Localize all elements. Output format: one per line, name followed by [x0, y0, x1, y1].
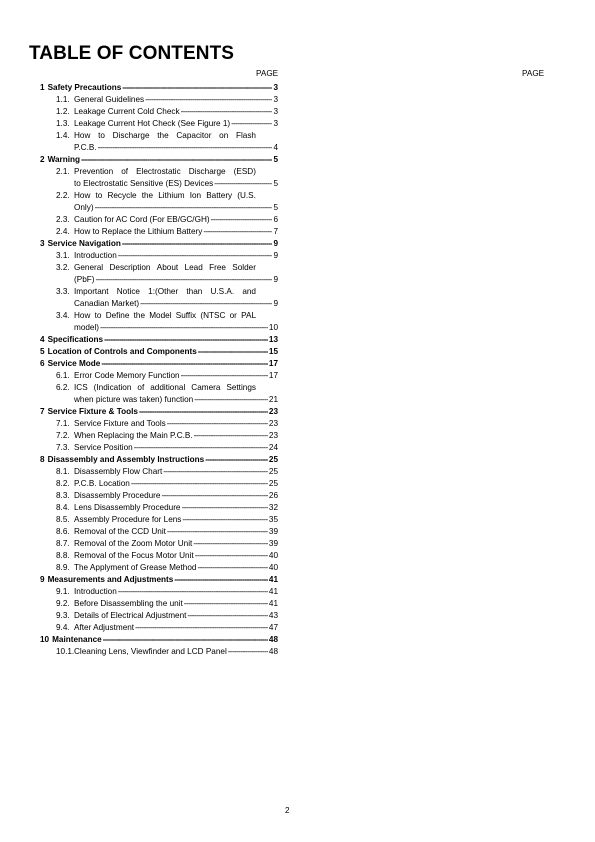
toc-page: 43: [268, 611, 278, 620]
toc-number: 8.5.: [56, 515, 70, 524]
toc-label-word: to: [94, 311, 102, 320]
dot-leader: [187, 610, 267, 622]
toc-page: 3: [273, 95, 278, 104]
toc-page: 15: [268, 347, 278, 356]
toc-page: 41: [268, 575, 278, 584]
toc-page: 13: [268, 335, 278, 344]
toc-page: 23: [268, 431, 278, 440]
toc-number: 1.2.: [56, 107, 70, 116]
toc-label-word: General: [74, 263, 104, 272]
toc-number: 8: [40, 455, 45, 464]
toc-number: 6.1.: [56, 371, 70, 380]
toc-label-word: of: [137, 383, 145, 392]
dot-leader: [118, 250, 273, 262]
toc-number: 1.1.: [56, 95, 70, 104]
toc-label-word: or: [229, 311, 237, 320]
toc-number: 6: [40, 359, 45, 368]
toc-label: to Electrostatic Sensitive (ES) Devices: [74, 179, 214, 188]
toc-page: 48: [268, 635, 278, 644]
toc-page: 24: [268, 443, 278, 452]
toc-label-word: Suffix: [175, 311, 197, 320]
toc-label-word: to: [95, 191, 103, 200]
toc-number: 9.1.: [56, 587, 70, 596]
toc-page: 17: [268, 371, 278, 380]
dot-leader: [194, 430, 268, 442]
toc-label-word: Settings: [226, 383, 256, 392]
toc-page: 48: [268, 647, 278, 656]
dot-leader: [134, 442, 268, 454]
toc-label: Details of Electrical Adjustment: [74, 611, 187, 620]
toc-label-word: Lithium: [158, 191, 185, 200]
dot-leader: [118, 586, 268, 598]
toc-label: How to Replace the Lithium Battery: [74, 227, 203, 236]
toc-label-word: Define: [105, 311, 130, 320]
toc-label-word: than: [186, 287, 203, 296]
toc-number: 3.4.: [56, 311, 70, 320]
toc-page: 9: [273, 275, 278, 284]
dot-leader: [98, 142, 273, 154]
toc-label: Removal of the CCD Unit: [74, 527, 166, 536]
dot-leader: [103, 634, 268, 646]
toc-label-word: How: [74, 311, 91, 320]
dot-leader: [101, 358, 268, 370]
toc-label-word: Discharge: [188, 167, 226, 176]
toc-page: 47: [268, 623, 278, 632]
toc-label: Service Fixture and Tools: [74, 419, 166, 428]
toc-label: Leakage Current Hot Check (See Figure 1): [74, 119, 231, 128]
toc-number: 6.2.: [56, 383, 70, 392]
toc-label: Disassembly Procedure: [74, 491, 161, 500]
toc-number: 10: [40, 635, 50, 644]
toc-page: 9: [273, 299, 278, 308]
toc-label: (PbF): [74, 275, 95, 284]
toc-number: 8.1.: [56, 467, 70, 476]
toc-number: 3: [40, 239, 45, 248]
toc-number: 7.2.: [56, 431, 70, 440]
toc-label: Canadian Market): [74, 299, 140, 308]
toc-label: Introduction: [74, 587, 117, 596]
dot-leader: [205, 454, 268, 466]
toc-page: 17: [268, 359, 278, 368]
toc-label-word: Model: [149, 311, 172, 320]
toc-page: 26: [268, 491, 278, 500]
toc-label-word: About: [156, 263, 179, 272]
dot-leader: [140, 298, 272, 310]
toc-label-word: Prevention: [74, 167, 114, 176]
dot-leader: [95, 202, 273, 214]
toc-number: 8.8.: [56, 551, 70, 560]
toc-label-word: Solder: [232, 263, 256, 272]
toc-label: P.C.B.: [74, 143, 97, 152]
toc-label: Lens Disassembly Procedure: [74, 503, 181, 512]
toc-label-word: of: [121, 167, 129, 176]
toc-label: Safety Precautions: [47, 83, 122, 92]
toc-label-word: 1:(Other: [148, 287, 179, 296]
toc-page: 35: [268, 515, 278, 524]
toc-number: 9.3.: [56, 611, 70, 620]
toc-label: Service Mode: [47, 359, 101, 368]
dot-leader: [197, 562, 267, 574]
dot-leader: [161, 490, 267, 502]
toc-label: General Guidelines: [74, 95, 145, 104]
dot-leader: [135, 622, 268, 634]
toc-number: 8.7.: [56, 539, 70, 548]
toc-label-first-line: [74, 190, 256, 202]
toc-page: 3: [273, 83, 278, 92]
toc-label-word: PAL: [241, 311, 256, 320]
toc-label-word: Description: [109, 263, 151, 272]
toc-page: 40: [268, 563, 278, 572]
dot-leader: [122, 238, 273, 250]
toc-label: Service Fixture & Tools: [47, 407, 138, 416]
toc-page: 39: [268, 539, 278, 548]
toc-number: 3.2.: [56, 263, 70, 272]
toc-label-word: Important: [74, 287, 109, 296]
toc-page: 3: [273, 119, 278, 128]
toc-label: The Applyment of Grease Method: [74, 563, 197, 572]
toc-number: 7.3.: [56, 443, 70, 452]
toc-label: After Adjustment: [74, 623, 135, 632]
toc-label-word: Recycle: [107, 191, 137, 200]
dot-leader: [182, 502, 268, 514]
toc-page: 25: [268, 479, 278, 488]
toc-label: Removal of the Zoom Motor Unit: [74, 539, 193, 548]
toc-label-word: (NTSC: [200, 311, 226, 320]
toc-label-word: Ion: [189, 191, 202, 200]
toc-number: 2.4.: [56, 227, 70, 236]
dot-leader: [174, 574, 268, 586]
toc-label: Maintenance: [52, 635, 102, 644]
toc-number: 9: [40, 575, 45, 584]
toc-number: 8.9.: [56, 563, 70, 572]
toc-label-word: Camera: [191, 383, 221, 392]
toc-page: 9: [273, 239, 278, 248]
toc-number: 8.2.: [56, 479, 70, 488]
toc-label: Disassembly Flow Chart: [74, 467, 163, 476]
toc-label-first-line: [74, 286, 256, 298]
dot-leader: [181, 370, 268, 382]
toc-number: 7.1.: [56, 419, 70, 428]
dot-leader: [167, 526, 268, 538]
toc-label: Leakage Current Cold Check: [74, 107, 180, 116]
toc-label-word: How: [74, 131, 91, 140]
toc-label: Error Code Memory Function: [74, 371, 180, 380]
toc-page: 5: [273, 179, 278, 188]
toc-label-word: (Indication: [93, 383, 132, 392]
page-number: 2: [285, 806, 290, 815]
toc-page: 23: [268, 407, 278, 416]
toc-label: When Replacing the Main P.C.B.: [74, 431, 193, 440]
toc-page: 41: [268, 587, 278, 596]
toc-label: model): [74, 323, 100, 332]
toc-label: Service Navigation: [47, 239, 121, 248]
toc-page: 21: [268, 395, 278, 404]
toc-label-word: (U.S.: [237, 191, 256, 200]
toc-label-word: the: [157, 131, 169, 140]
toc-label-first-line: [74, 130, 256, 142]
dot-leader: [198, 346, 268, 358]
toc-number: 2: [40, 155, 45, 164]
dot-leader: [228, 646, 268, 658]
toc-label-word: additional: [150, 383, 186, 392]
page-column-header-left: PAGE: [256, 69, 279, 78]
toc-page: 10: [268, 323, 278, 332]
toc-label-word: the: [133, 311, 145, 320]
toc-number: 10.1.: [56, 647, 75, 656]
toc-number: 9.2.: [56, 599, 70, 608]
dot-leader: [167, 418, 268, 430]
toc-page: 9: [273, 251, 278, 260]
dot-leader: [214, 178, 272, 190]
dot-leader: [81, 154, 272, 166]
toc-label-word: ICS: [74, 383, 88, 392]
dot-leader: [182, 514, 267, 526]
dot-leader: [194, 394, 268, 406]
toc-label: Service Position: [74, 443, 133, 452]
toc-number: 2.1.: [56, 167, 70, 176]
toc-label-word: and: [242, 287, 256, 296]
toc-page: 25: [268, 467, 278, 476]
toc-label: Removal of the Focus Motor Unit: [74, 551, 194, 560]
toc-label: Only): [74, 203, 94, 212]
dot-leader: [131, 478, 268, 490]
toc-page: 6: [273, 215, 278, 224]
toc-page: 7: [273, 227, 278, 236]
toc-number: 9.4.: [56, 623, 70, 632]
dot-leader: [104, 334, 268, 346]
toc-label-word: Capacitor: [176, 131, 212, 140]
toc-label-word: (ESD): [233, 167, 256, 176]
toc-label-word: How: [74, 191, 91, 200]
toc-label-first-line: [74, 166, 256, 178]
toc-label: Measurements and Adjustments: [47, 575, 174, 584]
dot-leader: [139, 406, 268, 418]
toc-page: 3: [273, 107, 278, 116]
toc-label-word: the: [141, 191, 154, 200]
dot-leader: [181, 106, 273, 118]
toc-label-first-line: [74, 382, 256, 394]
toc-label: Caution for AC Cord (For EB/GC/GH): [74, 215, 210, 224]
toc-label: Before Disassembling the unit: [74, 599, 183, 608]
toc-number: 2.3.: [56, 215, 70, 224]
toc-number: 1.3.: [56, 119, 70, 128]
toc-label: Cleaning Lens, Viewfinder and LCD Panel: [74, 647, 227, 656]
dot-leader: [195, 550, 268, 562]
toc-number: 3.3.: [56, 287, 70, 296]
toc-label: Assembly Procedure for Lens: [74, 515, 182, 524]
toc-page: 40: [268, 551, 278, 560]
dot-leader: [122, 82, 272, 94]
toc-number: 2.2.: [56, 191, 70, 200]
toc-number: 8.6.: [56, 527, 70, 536]
toc-label: when picture was taken) function: [74, 395, 194, 404]
toc-page: 25: [268, 455, 278, 464]
dot-leader: [100, 322, 268, 334]
toc-label-word: Discharge: [112, 131, 150, 140]
toc-page: 4: [273, 143, 278, 152]
page-column-header-right: PAGE: [522, 69, 545, 78]
toc-page: 41: [268, 599, 278, 608]
toc-number: 8.3.: [56, 491, 70, 500]
toc-label: Disassembly and Assembly Instructions: [47, 455, 205, 464]
dot-leader: [145, 94, 272, 106]
toc-label-word: Electrostatic: [136, 167, 181, 176]
toc-number: 4: [40, 335, 45, 344]
toc-number: 8.4.: [56, 503, 70, 512]
dot-leader: [163, 466, 268, 478]
toc-page: 39: [268, 527, 278, 536]
toc-label-word: Battery: [206, 191, 233, 200]
toc-label-word: U.S.A.: [210, 287, 235, 296]
toc-label: Location of Controls and Components: [47, 347, 197, 356]
toc-label-first-line: [74, 262, 256, 274]
dot-leader: [231, 118, 272, 130]
toc-number: 7: [40, 407, 45, 416]
toc-label: P.C.B. Location: [74, 479, 130, 488]
toc-label-word: Notice: [116, 287, 140, 296]
toc-page: 32: [268, 503, 278, 512]
toc-label-word: on: [219, 131, 229, 140]
toc-label: Introduction: [74, 251, 117, 260]
dot-leader: [193, 538, 268, 550]
dot-leader: [203, 226, 272, 238]
dot-leader: [184, 598, 268, 610]
page-title: TABLE OF CONTENTS: [29, 43, 235, 64]
toc-number: 1.4.: [56, 131, 70, 140]
toc-number: 3.1.: [56, 251, 70, 260]
toc-page: 23: [268, 419, 278, 428]
toc-label-first-line: [74, 310, 256, 322]
toc-label-word: Free: [209, 263, 226, 272]
toc-label: Warning: [47, 155, 81, 164]
dot-leader: [95, 274, 272, 286]
toc-label-word: Flash: [235, 131, 256, 140]
dot-leader: [211, 214, 273, 226]
toc-number: 5: [40, 347, 45, 356]
toc-label-word: to: [98, 131, 105, 140]
toc-page: 5: [273, 203, 278, 212]
toc-number: 1: [40, 83, 45, 92]
toc-page: 5: [273, 155, 278, 164]
toc-label-word: Lead: [184, 263, 203, 272]
toc-label: Specifications: [47, 335, 104, 344]
